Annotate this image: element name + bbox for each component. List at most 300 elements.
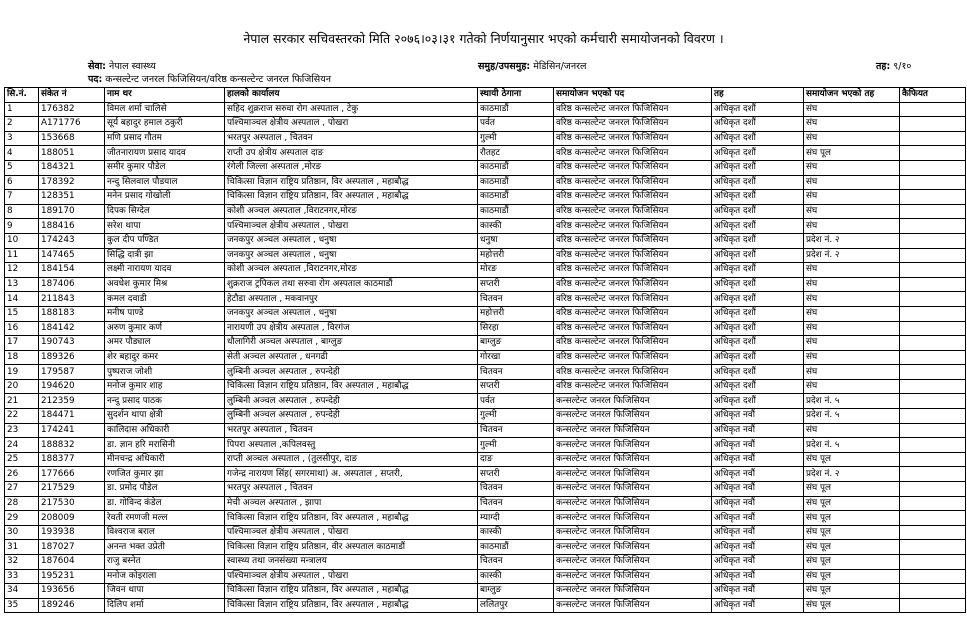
name-cell: राजु बस्नेत bbox=[105, 555, 225, 570]
serial-cell: 27 bbox=[5, 482, 39, 497]
table-row bbox=[5, 438, 966, 453]
adjusted-level-cell: संघ bbox=[804, 365, 900, 380]
post-value: कन्सल्टेन्ट जनरल फिजिसियन/वरिष्ठ कन्सल्टेन्ट जनरल फिजिसियन bbox=[105, 74, 331, 85]
level-cell: अधिकृत दशौं bbox=[712, 102, 804, 117]
address-cell: महोत्तरी bbox=[478, 306, 554, 321]
header-remarks: कैफियत bbox=[900, 88, 966, 103]
serial-cell: 29 bbox=[5, 511, 39, 526]
table-row bbox=[5, 102, 966, 117]
office-cell: रंगेली जिल्ला अस्पताल ,मोरङ bbox=[225, 160, 478, 175]
serial-cell: 21 bbox=[5, 394, 39, 409]
name-cell: नन्दु सिलवाल पौडयाल bbox=[105, 175, 225, 190]
header-address: स्थायी ठेगाना bbox=[478, 88, 554, 103]
level-cell: अधिकृत नवौं bbox=[712, 423, 804, 438]
service-label: सेवा: bbox=[88, 61, 106, 72]
code-cell: 187406 bbox=[39, 277, 105, 292]
code-cell: 178392 bbox=[39, 175, 105, 190]
office-cell: धौलागिरी अञ्चल अस्पताल , बाग्लुङ bbox=[225, 336, 478, 351]
name-cell: मनीष पाण्डे bbox=[105, 306, 225, 321]
post-cell: कन्सल्टेन्ट जनरल फिजिसियन bbox=[554, 511, 712, 526]
name-cell: नन्दु प्रसाद पाठक bbox=[105, 394, 225, 409]
office-cell: शुक्रराज ट्रपिकल तथा सरुवा रोग अस्पताल काठमाडौं bbox=[225, 277, 478, 292]
adjusted-level-cell: संघ पूल bbox=[804, 452, 900, 467]
remarks-cell bbox=[900, 598, 966, 613]
level-cell: अधिकृत दशौं bbox=[712, 277, 804, 292]
table-row bbox=[5, 525, 966, 540]
office-cell: लुम्बिनी अञ्चल अस्पताल , रुपन्देही bbox=[225, 409, 478, 424]
level-cell: अधिकृत नवौं bbox=[712, 525, 804, 540]
post-cell: कन्सल्टेन्ट जनरल फिजिसियन bbox=[554, 525, 712, 540]
office-cell: राप्ती उप क्षेत्रीय अस्पताल दाङ bbox=[225, 146, 478, 161]
address-cell: ललितपुर bbox=[478, 598, 554, 613]
address-cell: बाग्लुङ bbox=[478, 336, 554, 351]
serial-cell: 15 bbox=[5, 306, 39, 321]
address-cell: काठमाडौं bbox=[478, 160, 554, 175]
address-cell: कास्की bbox=[478, 525, 554, 540]
level-cell: अधिकृत दशौं bbox=[712, 219, 804, 234]
level-cell: अधिकृत दशौं bbox=[712, 146, 804, 161]
address-cell: महोत्तरी bbox=[478, 248, 554, 263]
code-cell: A171776 bbox=[39, 117, 105, 132]
remarks-cell bbox=[900, 204, 966, 219]
adjusted-level-cell: प्रदेश नं. ५ bbox=[804, 438, 900, 453]
serial-cell: 17 bbox=[5, 336, 39, 351]
post-cell: वरिष्ठ कन्सल्टेन्ट जनरल फिजिसियन bbox=[554, 233, 712, 248]
level-cell: अधिकृत दशौं bbox=[712, 117, 804, 132]
remarks-cell bbox=[900, 219, 966, 234]
group-value: मेडिसिन/जनरल bbox=[533, 61, 587, 72]
adjusted-level-cell: संघ bbox=[804, 350, 900, 365]
table-row bbox=[5, 540, 966, 555]
level-meta bbox=[876, 59, 911, 72]
post-cell: वरिष्ठ कन्सल्टेन्ट जनरल फिजिसियन bbox=[554, 160, 712, 175]
code-cell: 212359 bbox=[39, 394, 105, 409]
table-row bbox=[5, 306, 966, 321]
table-row bbox=[5, 190, 966, 205]
serial-cell: 31 bbox=[5, 540, 39, 555]
office-cell: स्वास्थ्य तथा जनसंख्या मन्त्रालय bbox=[225, 555, 478, 570]
code-cell: 188183 bbox=[39, 306, 105, 321]
address-cell: मोरङ bbox=[478, 263, 554, 278]
adjusted-level-cell: संघ पूल bbox=[804, 496, 900, 511]
header-name: नाम थर bbox=[105, 88, 225, 103]
table-row bbox=[5, 160, 966, 175]
office-cell: भरतपुर अस्पताल , चितवन bbox=[225, 482, 478, 497]
serial-cell: 23 bbox=[5, 423, 39, 438]
table-body bbox=[5, 102, 966, 613]
name-cell: पुष्पराज जोशी bbox=[105, 365, 225, 380]
code-cell: 217529 bbox=[39, 482, 105, 497]
code-cell: 190743 bbox=[39, 336, 105, 351]
level-cell: अधिकृत दशौं bbox=[712, 233, 804, 248]
address-cell: चितवन bbox=[478, 496, 554, 511]
office-cell: भरतपुर अस्पताल , चितवन bbox=[225, 131, 478, 146]
office-cell: कोशी अञ्चल अस्पताल ,विराटनगर,मोरङ bbox=[225, 263, 478, 278]
adjusted-level-cell: संघ bbox=[804, 423, 900, 438]
address-cell: म्याग्दी bbox=[478, 511, 554, 526]
level-cell: अधिकृत दशौं bbox=[712, 175, 804, 190]
adjusted-level-cell: संघ bbox=[804, 219, 900, 234]
remarks-cell bbox=[900, 584, 966, 599]
address-cell: सप्तरी bbox=[478, 467, 554, 482]
serial-cell: 10 bbox=[5, 233, 39, 248]
office-cell: मेची अञ्चल अस्पताल , झापा bbox=[225, 496, 478, 511]
post-meta bbox=[88, 72, 331, 85]
table-row bbox=[5, 584, 966, 599]
remarks-cell bbox=[900, 525, 966, 540]
post-cell: कन्सल्टेन्ट जनरल फिजिसियन bbox=[554, 423, 712, 438]
office-cell: चिकित्सा विज्ञान राष्ट्रिय प्रतिष्ठान, विर अस्पताल , महाबौद्ध bbox=[225, 584, 478, 599]
address-cell: चितवन bbox=[478, 482, 554, 497]
table-row bbox=[5, 131, 966, 146]
level-cell: अधिकृत दशौं bbox=[712, 190, 804, 205]
adjusted-level-cell: संघ bbox=[804, 102, 900, 117]
table-row bbox=[5, 409, 966, 424]
serial-cell: 16 bbox=[5, 321, 39, 336]
adjusted-level-cell: संघ पूल bbox=[804, 511, 900, 526]
code-cell: 188051 bbox=[39, 146, 105, 161]
group-label: समुह/उपसमुह: bbox=[478, 61, 531, 72]
level-cell: अधिकृत दशौं bbox=[712, 131, 804, 146]
level-cell: अधिकृत दशौं bbox=[712, 160, 804, 175]
address-cell: चितवन bbox=[478, 292, 554, 307]
document-title: नेपाल सरकार सचिवस्तरको मिति २०७६।०३।३१ गतेको निर्णयानुसार भएको कर्मचारी समायोजनको विवरण । bbox=[243, 31, 724, 46]
name-cell: जिवन थापा bbox=[105, 584, 225, 599]
name-cell: अरुण कुमार कर्ण bbox=[105, 321, 225, 336]
name-cell: सूर्य बहादुर हमाल ठकुरी bbox=[105, 117, 225, 132]
table-row bbox=[5, 569, 966, 584]
table-row bbox=[5, 555, 966, 570]
serial-cell: 25 bbox=[5, 452, 39, 467]
adjusted-level-cell: संघ पूल bbox=[804, 525, 900, 540]
header-office: हालको कार्यालय bbox=[225, 88, 478, 103]
level-cell: अधिकृत नवौं bbox=[712, 452, 804, 467]
office-cell: जनकपुर अञ्चल अस्पताल , धनुषा bbox=[225, 306, 478, 321]
remarks-cell bbox=[900, 190, 966, 205]
address-cell: गुल्मी bbox=[478, 438, 554, 453]
serial-cell: 5 bbox=[5, 160, 39, 175]
office-cell: पश्चिमाञ्चल क्षेत्रीय अस्पताल , पोखरा bbox=[225, 569, 478, 584]
serial-cell: 13 bbox=[5, 277, 39, 292]
office-cell: चिकित्सा विज्ञान राष्ट्रिय प्रतिष्ठान, विर अस्पताल , महाबौद्ध bbox=[225, 175, 478, 190]
table-row bbox=[5, 511, 966, 526]
group-meta bbox=[478, 59, 586, 72]
code-cell: 211843 bbox=[39, 292, 105, 307]
post-cell: वरिष्ठ कन्सल्टेन्ट जनरल फिजिसियन bbox=[554, 219, 712, 234]
header-adjusted-level: समायोजन भएको तह bbox=[804, 88, 900, 103]
remarks-cell bbox=[900, 409, 966, 424]
table-row bbox=[5, 204, 966, 219]
table-row bbox=[5, 598, 966, 613]
code-cell: 184154 bbox=[39, 263, 105, 278]
adjusted-level-cell: संघ bbox=[804, 160, 900, 175]
serial-cell: 9 bbox=[5, 219, 39, 234]
post-cell: कन्सल्टेन्ट जनरल फिजिसियन bbox=[554, 569, 712, 584]
remarks-cell bbox=[900, 496, 966, 511]
code-cell: 176382 bbox=[39, 102, 105, 117]
adjusted-level-cell: संघ bbox=[804, 175, 900, 190]
level-cell: अधिकृत दशौं bbox=[712, 204, 804, 219]
code-cell: 189326 bbox=[39, 350, 105, 365]
table-row bbox=[5, 365, 966, 380]
address-cell: गुल्मी bbox=[478, 131, 554, 146]
adjusted-level-cell: संघ bbox=[804, 321, 900, 336]
name-cell: मनोज कोइराला bbox=[105, 569, 225, 584]
office-cell: चिकित्सा विज्ञान राष्ट्रिय प्रतिष्ठान, वीर अस्पताल काठमाडौं bbox=[225, 540, 478, 555]
name-cell: रणजित कुमार झा bbox=[105, 467, 225, 482]
serial-cell: 34 bbox=[5, 584, 39, 599]
address-cell: काठमाडौं bbox=[478, 102, 554, 117]
code-cell: 153668 bbox=[39, 131, 105, 146]
code-cell: 193656 bbox=[39, 584, 105, 599]
adjusted-level-cell: संघ bbox=[804, 379, 900, 394]
table-row bbox=[5, 263, 966, 278]
address-cell: काठमाडौं bbox=[478, 540, 554, 555]
name-cell: दिपक सिग्देल bbox=[105, 204, 225, 219]
remarks-cell bbox=[900, 365, 966, 380]
post-cell: कन्सल्टेन्ट जनरल फिजिसियन bbox=[554, 496, 712, 511]
name-cell: सुदर्शन थापा क्षेत्री bbox=[105, 409, 225, 424]
code-cell: 187604 bbox=[39, 555, 105, 570]
code-cell: 184471 bbox=[39, 409, 105, 424]
office-cell: सहिद शुक्रराज सरुवा रोग अस्पताल , टेकु bbox=[225, 102, 478, 117]
office-cell: हेटौडा अस्पताल , मकवानपुर bbox=[225, 292, 478, 307]
address-cell: काठमाडौं bbox=[478, 190, 554, 205]
address-cell: सप्तरी bbox=[478, 379, 554, 394]
serial-cell: 30 bbox=[5, 525, 39, 540]
post-cell: वरिष्ठ कन्सल्टेन्ट जनरल फिजिसियन bbox=[554, 131, 712, 146]
post-cell: कन्सल्टेन्ट जनरल फिजिसियन bbox=[554, 584, 712, 599]
serial-cell: 11 bbox=[5, 248, 39, 263]
name-cell: विमल शर्मा चालिसे bbox=[105, 102, 225, 117]
adjusted-level-cell: संघ bbox=[804, 336, 900, 351]
level-cell: अधिकृत दशौं bbox=[712, 365, 804, 380]
code-cell: 179587 bbox=[39, 365, 105, 380]
post-cell: कन्सल्टेन्ट जनरल फिजिसियन bbox=[554, 598, 712, 613]
table-row bbox=[5, 452, 966, 467]
level-cell: अधिकृत दशौं bbox=[712, 350, 804, 365]
office-cell: लुम्बिनी अञ्चल अस्पताल , रुपन्देही bbox=[225, 394, 478, 409]
code-cell: 189170 bbox=[39, 204, 105, 219]
adjusted-level-cell: संघ पूल bbox=[804, 569, 900, 584]
name-cell: डा. प्रमोद पौडेल bbox=[105, 482, 225, 497]
post-cell: वरिष्ठ कन्सल्टेन्ट जनरल फिजिसियन bbox=[554, 321, 712, 336]
post-cell: वरिष्ठ कन्सल्टेन्ट जनरल फिजिसियन bbox=[554, 117, 712, 132]
address-cell: दाङ bbox=[478, 452, 554, 467]
post-cell: वरिष्ठ कन्सल्टेन्ट जनरल फिजिसियन bbox=[554, 277, 712, 292]
table-row bbox=[5, 379, 966, 394]
office-cell: पश्चिमाञ्चल क्षेत्रीय अस्पताल , पोखरा bbox=[225, 219, 478, 234]
name-cell: कुल दीप पण्डित bbox=[105, 233, 225, 248]
name-cell: कमल दवाडी bbox=[105, 292, 225, 307]
remarks-cell bbox=[900, 277, 966, 292]
name-cell: सिद्धि दात्री झा bbox=[105, 248, 225, 263]
adjusted-level-cell: संघ पूल bbox=[804, 598, 900, 613]
level-cell: अधिकृत दशौं bbox=[712, 336, 804, 351]
table-row bbox=[5, 248, 966, 263]
post-cell: वरिष्ठ कन्सल्टेन्ट जनरल फिजिसियन bbox=[554, 146, 712, 161]
table-row bbox=[5, 350, 966, 365]
serial-cell: 18 bbox=[5, 350, 39, 365]
name-cell: मनेन प्रसाद गोखोली bbox=[105, 190, 225, 205]
level-cell: अधिकृत नवौं bbox=[712, 598, 804, 613]
office-cell: जनकपुर अञ्चल अस्पताल , धनुषा bbox=[225, 248, 478, 263]
serial-cell: 2 bbox=[5, 117, 39, 132]
office-cell: भरतपुर अस्पताल , चितवन bbox=[225, 423, 478, 438]
level-cell: अधिकृत नवौं bbox=[712, 409, 804, 424]
level-cell: अधिकृत नवौं bbox=[712, 496, 804, 511]
adjusted-level-cell: संघ bbox=[804, 117, 900, 132]
address-cell: काठमाडौं bbox=[478, 204, 554, 219]
name-cell: डा. ज्ञान हरि मरासिनी bbox=[105, 438, 225, 453]
adjusted-level-cell: संघ पूल bbox=[804, 555, 900, 570]
post-cell: वरिष्ठ कन्सल्टेन्ट जनरल फिजिसियन bbox=[554, 336, 712, 351]
post-cell: वरिष्ठ कन्सल्टेन्ट जनरल फिजिसियन bbox=[554, 190, 712, 205]
name-cell: अवधेश कुमार मिश्र bbox=[105, 277, 225, 292]
address-cell: पर्वत bbox=[478, 117, 554, 132]
post-cell: वरिष्ठ कन्सल्टेन्ट जनरल फिजिसियन bbox=[554, 263, 712, 278]
address-cell: गोरखा bbox=[478, 350, 554, 365]
post-cell: कन्सल्टेन्ट जनरल फिजिसियन bbox=[554, 394, 712, 409]
remarks-cell bbox=[900, 233, 966, 248]
code-cell: 193938 bbox=[39, 525, 105, 540]
table-row bbox=[5, 233, 966, 248]
office-cell: गजेन्द्र नारायण सिंह( सगरमाथा) अ. अस्पताल , सप्तरी, bbox=[225, 467, 478, 482]
post-label: पद: bbox=[88, 74, 103, 85]
table-row bbox=[5, 219, 966, 234]
name-cell: जीतनारायण प्रसाद यादव bbox=[105, 146, 225, 161]
address-cell: सिरहा bbox=[478, 321, 554, 336]
office-cell: नारायणी उप क्षेत्रीय अस्पताल , विरगंज bbox=[225, 321, 478, 336]
level-cell: अधिकृत नवौं bbox=[712, 438, 804, 453]
remarks-cell bbox=[900, 438, 966, 453]
adjusted-level-cell: संघ bbox=[804, 131, 900, 146]
remarks-cell bbox=[900, 394, 966, 409]
table-row bbox=[5, 117, 966, 132]
address-cell: चितवन bbox=[478, 423, 554, 438]
level-cell: अधिकृत नवौं bbox=[712, 482, 804, 497]
level-cell: अधिकृत दशौं bbox=[712, 321, 804, 336]
post-cell: कन्सल्टेन्ट जनरल फिजिसियन bbox=[554, 409, 712, 424]
name-cell: मनोज कुमार शाह bbox=[105, 379, 225, 394]
remarks-cell bbox=[900, 511, 966, 526]
table-row bbox=[5, 292, 966, 307]
adjusted-level-cell: प्रदेश नं. २ bbox=[804, 233, 900, 248]
code-cell: 188832 bbox=[39, 438, 105, 453]
adjusted-level-cell: संघ पूल bbox=[804, 146, 900, 161]
serial-cell: 14 bbox=[5, 292, 39, 307]
code-cell: 147465 bbox=[39, 248, 105, 263]
serial-cell: 1 bbox=[5, 102, 39, 117]
office-cell: पश्चिमाञ्चल क्षेत्रीय अस्पताल , पोखरा bbox=[225, 525, 478, 540]
code-cell: 188416 bbox=[39, 219, 105, 234]
code-cell: 208009 bbox=[39, 511, 105, 526]
code-cell: 174241 bbox=[39, 423, 105, 438]
table-header-row bbox=[5, 88, 966, 103]
code-cell: 174243 bbox=[39, 233, 105, 248]
office-cell: चिकित्सा विज्ञान राष्ट्रिय प्रतिष्ठान, विर अस्पताल , महाबौद्ध bbox=[225, 511, 478, 526]
header-level: तह bbox=[712, 88, 804, 103]
remarks-cell bbox=[900, 350, 966, 365]
code-cell: 128351 bbox=[39, 190, 105, 205]
service-value: नेपाल स्वास्थ्य bbox=[109, 61, 156, 72]
code-cell: 177666 bbox=[39, 467, 105, 482]
serial-cell: 32 bbox=[5, 555, 39, 570]
code-cell: 195231 bbox=[39, 569, 105, 584]
level-cell: अधिकृत दशौं bbox=[712, 292, 804, 307]
code-cell: 187027 bbox=[39, 540, 105, 555]
post-cell: वरिष्ठ कन्सल्टेन्ट जनरल फिजिसियन bbox=[554, 204, 712, 219]
remarks-cell bbox=[900, 555, 966, 570]
address-cell: रौतहट bbox=[478, 146, 554, 161]
name-cell: विश्वराज बराल bbox=[105, 525, 225, 540]
level-cell: अधिकृत नवौं bbox=[712, 511, 804, 526]
level-cell: अधिकृत नवौं bbox=[712, 555, 804, 570]
serial-cell: 22 bbox=[5, 409, 39, 424]
post-cell: कन्सल्टेन्ट जनरल फिजिसियन bbox=[554, 555, 712, 570]
remarks-cell bbox=[900, 540, 966, 555]
address-cell: चितवन bbox=[478, 555, 554, 570]
remarks-cell bbox=[900, 452, 966, 467]
serial-cell: 33 bbox=[5, 569, 39, 584]
level-cell: अधिकृत नवौं bbox=[712, 467, 804, 482]
remarks-cell bbox=[900, 482, 966, 497]
remarks-cell bbox=[900, 175, 966, 190]
remarks-cell bbox=[900, 146, 966, 161]
post-cell: वरिष्ठ कन्सल्टेन्ट जनरल फिजिसियन bbox=[554, 365, 712, 380]
table-row bbox=[5, 423, 966, 438]
name-cell: दिलिप शर्मा bbox=[105, 598, 225, 613]
office-cell: कोशी अञ्चल अस्पताल ,विराटनगर,मोरङ bbox=[225, 204, 478, 219]
post-cell: वरिष्ठ कन्सल्टेन्ट जनरल फिजिसियन bbox=[554, 102, 712, 117]
level-cell: अधिकृत दशौं bbox=[712, 248, 804, 263]
level-value: ९/१० bbox=[893, 61, 912, 72]
name-cell: शेर बहादुर कमर bbox=[105, 350, 225, 365]
table-row bbox=[5, 321, 966, 336]
level-cell: अधिकृत दशौं bbox=[712, 394, 804, 409]
serial-cell: 12 bbox=[5, 263, 39, 278]
adjusted-level-cell: संघ bbox=[804, 292, 900, 307]
post-cell: कन्सल्टेन्ट जनरल फिजिसियन bbox=[554, 540, 712, 555]
remarks-cell bbox=[900, 131, 966, 146]
header-serial: सि.नं. bbox=[5, 88, 39, 103]
serial-cell: 3 bbox=[5, 131, 39, 146]
post-cell: कन्सल्टेन्ट जनरल फिजिसियन bbox=[554, 467, 712, 482]
post-cell: वरिष्ठ कन्सल्टेन्ट जनरल फिजिसियन bbox=[554, 292, 712, 307]
level-label: तह: bbox=[876, 61, 891, 72]
post-cell: वरिष्ठ कन्सल्टेन्ट जनरल फिजिसियन bbox=[554, 306, 712, 321]
level-cell: अधिकृत दशौं bbox=[712, 306, 804, 321]
post-cell: कन्सल्टेन्ट जनरल फिजिसियन bbox=[554, 452, 712, 467]
office-cell: राप्ती अञ्चल अस्पताल , (तुलसीपुर, दाङ bbox=[225, 452, 478, 467]
code-cell: 194620 bbox=[39, 379, 105, 394]
level-cell: अधिकृत नवौं bbox=[712, 540, 804, 555]
code-cell: 188377 bbox=[39, 452, 105, 467]
office-cell: पिपरा अस्पताल ,कपिलवस्तु bbox=[225, 438, 478, 453]
adjusted-level-cell: संघ bbox=[804, 204, 900, 219]
remarks-cell bbox=[900, 292, 966, 307]
level-cell: अधिकृत दशौं bbox=[712, 263, 804, 278]
office-cell: पश्चिमाञ्चल क्षेत्रीय अस्पताल , पोखरा bbox=[225, 117, 478, 132]
address-cell: काठमाडौं bbox=[478, 175, 554, 190]
serial-cell: 20 bbox=[5, 379, 39, 394]
office-cell: जनकपुर अञ्चल अस्पताल , धनुषा bbox=[225, 233, 478, 248]
name-cell: कालिदास अधिकारी bbox=[105, 423, 225, 438]
code-cell: 189246 bbox=[39, 598, 105, 613]
table-row bbox=[5, 146, 966, 161]
serial-cell: 28 bbox=[5, 496, 39, 511]
adjusted-level-cell: संघ पूल bbox=[804, 584, 900, 599]
